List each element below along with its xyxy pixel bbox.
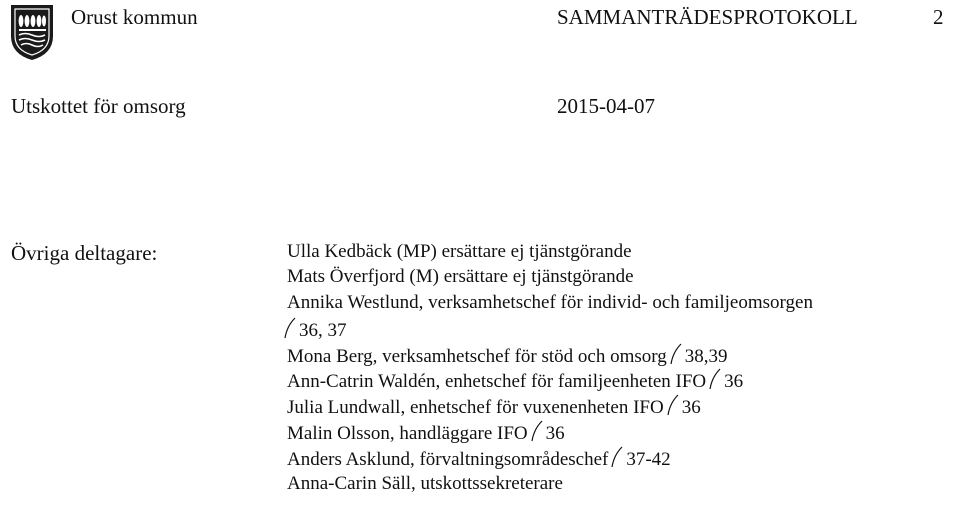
section-sign-icon	[611, 446, 623, 468]
section-sign-icon	[531, 420, 543, 442]
page-number: 2	[933, 5, 944, 29]
section-sign-icon	[709, 368, 721, 390]
section-label: Övriga deltagare:	[11, 241, 158, 265]
list-item: Mats Överfjord (M) ersättare ej tjänstgörande	[287, 266, 634, 287]
list-item: 36, 37	[281, 317, 347, 343]
section-sign-icon	[284, 317, 296, 339]
list-item: Anna-Carin Säll, utskottssekreterare	[287, 473, 563, 494]
section-sign-icon	[670, 343, 682, 365]
committee-name: Utskottet för omsorg	[11, 94, 186, 118]
list-item: Annika Westlund, verksamhetschef för individ- och familjeomsorgen	[287, 292, 813, 313]
orust-kommun-coat-of-arms-icon	[8, 2, 56, 62]
list-item: Anders Asklund, förvaltningsområdeschef 37-42	[287, 446, 671, 472]
list-item: Malin Olsson, handläggare IFO 36	[287, 420, 565, 446]
list-item: Ulla Kedbäck (MP) ersättare ej tjänstgörande	[287, 241, 632, 262]
meeting-date: 2015-04-07	[557, 94, 655, 118]
section-sign-icon	[667, 394, 679, 416]
list-item: Julia Lundwall, enhetschef för vuxenenheten IFO 36	[287, 394, 701, 420]
document-type: SAMMANTRÄDESPROTOKOLL	[557, 5, 858, 29]
list-item: Mona Berg, verksamhetschef för stöd och omsorg 38,39	[287, 343, 728, 369]
list-item: Ann-Catrin Waldén, enhetschef för familjeenheten IFO 36	[287, 368, 743, 394]
municipality-name: Orust kommun	[71, 5, 198, 29]
